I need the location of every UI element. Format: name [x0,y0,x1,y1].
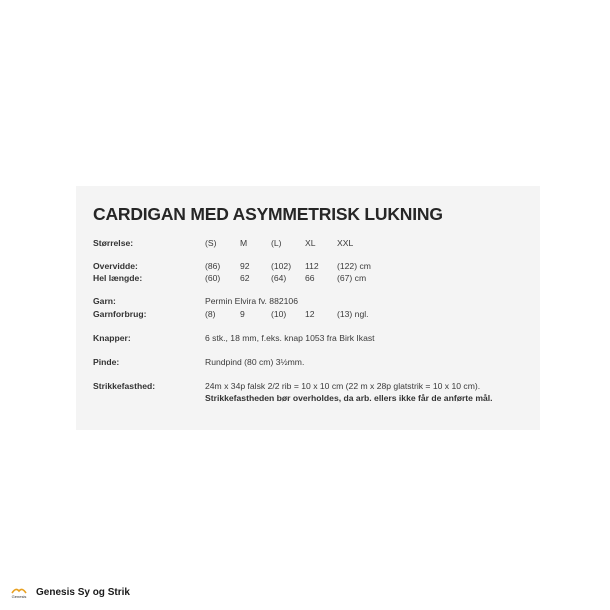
size-value-s: (S) [205,238,217,248]
size-value-xxl: XXL [337,238,354,248]
chest-width-value: (86) [205,261,221,271]
pattern-info-card [76,186,540,430]
chest-width-value: (102) [271,261,292,271]
footer-brand [8,582,130,602]
yarn-usage-label: Garnforbrug: [93,309,147,319]
genesis-logo-icon [8,585,30,599]
chest-width-value: 112 [305,261,319,271]
buttons-label: Knapper: [93,333,131,343]
total-length-label: Hel længde: [93,273,143,283]
total-length-value: (67) cm [337,273,367,283]
yarn-value: Permin Elvira fv. 882106 [205,296,298,306]
total-length-value: (60) [205,273,221,283]
gauge-label: Strikkefasthed: [93,381,156,391]
total-length-value: (64) [271,273,287,283]
size-value-l: (L) [271,238,282,248]
gauge-value: 24m x 34p falsk 2/2 rib = 10 x 10 cm (22 m x 28p glatstrik = 10 x 10 cm). [205,381,481,391]
total-length-value: 62 [240,273,250,283]
yarn-usage-value: (13) ngl. [337,309,369,319]
size-value-m: M [240,238,248,248]
gauge-note: Strikkefastheden bør overholdes, da arb. ellers ikke får de anførte mål. [205,393,493,403]
total-length-value: 66 [305,273,315,283]
genesis-logo [8,585,30,599]
needles-label: Pinde: [93,357,120,367]
needles-value: Rundpind (80 cm) 3½mm. [205,357,305,367]
chest-width-value: 92 [240,261,250,271]
yarn-usage-value: 12 [305,309,315,319]
pattern-title: CARDIGAN MED ASYMMETRISK LUKNING [93,204,443,224]
chest-width-value: (122) cm [337,261,371,271]
brand-name: Genesis Sy og Strik [36,586,130,598]
logo-text: Genesis [11,594,27,599]
size-label: Størrelse: [93,238,134,248]
yarn-usage-value: (8) [205,309,216,319]
buttons-value: 6 stk., 18 mm, f.eks. knap 1053 fra Birk Ikast [205,333,375,343]
size-value-xl: XL [305,238,316,248]
chest-width-label: Overvidde: [93,261,138,271]
yarn-usage-value: 9 [240,309,245,319]
yarn-label: Garn: [93,296,116,306]
yarn-usage-value: (10) [271,309,287,319]
